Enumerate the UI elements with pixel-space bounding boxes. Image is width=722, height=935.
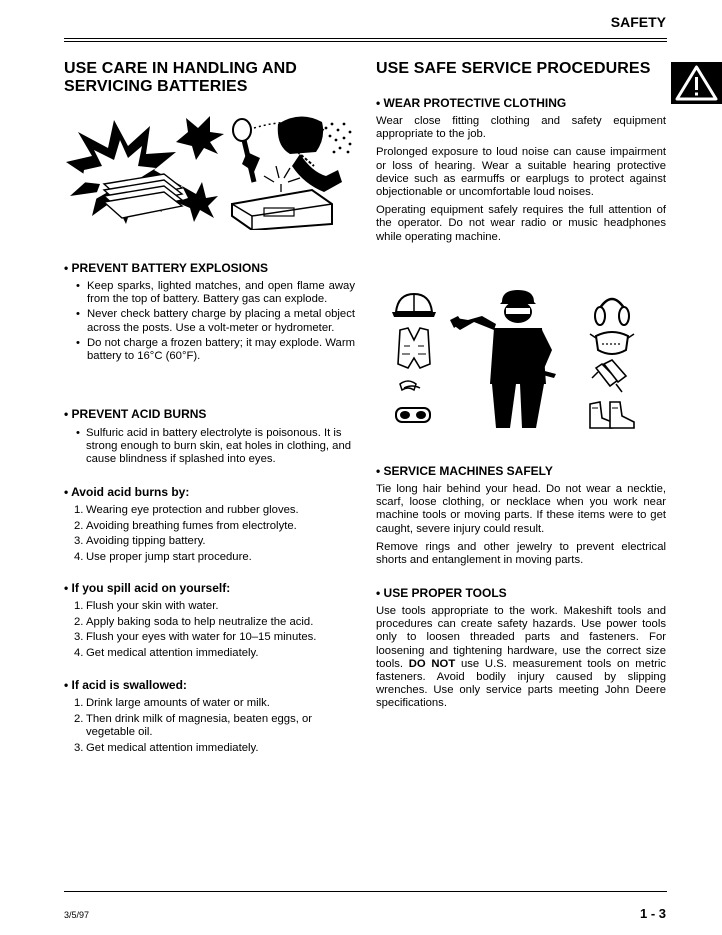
heading-service-machines: • SERVICE MACHINES SAFELY: [376, 464, 553, 478]
earmuffs-icon: [595, 299, 629, 325]
list-item: 2. Then drink milk of magnesia, beaten eggs, or vegetable oil.: [74, 712, 313, 738]
paragraph: Wear close fitting clothing and safety equipment appropriate to the job.: [376, 115, 666, 141]
section-header: SAFETY: [610, 14, 666, 30]
heading-prevent-explosions: • PREVENT BATTERY EXPLOSIONS: [64, 261, 269, 275]
paragraph: Tie long hair behind your head. Do not wear a necktie, scarf, loose clothing, or necklace when you work near machine tools or moving parts. If these items were to get caught, severe injury could result.: [376, 483, 666, 535]
list-item: 3. Get medical attention immediately.: [74, 741, 259, 754]
list-item: 1. Wearing eye protection and rubber gloves.: [74, 504, 299, 516]
list-item: 2. Apply baking soda to help neutralize the acid.: [74, 615, 314, 628]
heading-avoid-acid-burns: • Avoid acid burns by:: [64, 485, 190, 499]
earplugs-icon: [400, 381, 420, 390]
header-rule-thin: [64, 41, 667, 42]
warning-tab: [671, 62, 722, 104]
list-item: 3. Avoiding tipping battery.: [74, 535, 206, 548]
goggles-icon: [396, 408, 430, 422]
list-spill-acid: [74, 600, 355, 663]
list-item: • Keep sparks, lighted matches, and open flame away from the top of battery. Battery gas can explode.: [74, 280, 355, 306]
protective-clothing-text: [376, 115, 666, 249]
heading-prevent-acid-burns: • PREVENT ACID BURNS: [64, 407, 207, 421]
boots-icon: [590, 402, 634, 428]
list-item: 1. Drink large amounts of water or milk.: [74, 697, 270, 709]
header-rule: [64, 38, 667, 39]
hard-hat-icon: [392, 294, 436, 317]
list-item: • Never check battery charge by placing a metal object across the posts. Use a volt-meter or hydrometer.: [74, 308, 355, 334]
list-item: 4. Get medical attention immediately.: [74, 647, 259, 660]
heading-spill-acid: • If you spill acid on yourself:: [64, 581, 231, 595]
list-avoid-acid-burns: [74, 504, 355, 567]
page-number: 1 - 3: [639, 906, 666, 921]
list-item: 3. Flush your eyes with water for 10–15 minutes.: [74, 631, 317, 644]
list-item: • Do not charge a frozen battery; it may explode. Warm battery to 16°C (60°F).: [74, 337, 355, 363]
paragraph: Remove rings and other jewelry to prevent electrical shorts and entanglement in moving parts.: [376, 540, 666, 567]
service-machines-text: [376, 483, 666, 572]
list-prevent-acid-burns: [74, 427, 355, 469]
paragraph: Operating equipment safely requires the full attention of the operator. Do not wear radio or music headphones while operating machine.: [376, 204, 666, 243]
list-item: • Sulfuric acid in battery electrolyte is poisonous. It is strong enough to burn skin, eat holes in clothing, and cause blindness if splashed into eyes.: [74, 427, 355, 467]
warning-triangle-icon: [671, 62, 722, 104]
list-prevent-explosions: [74, 280, 355, 365]
protective-equipment-illustration: [390, 288, 640, 434]
list-item: 1. Flush your skin with water.: [74, 600, 219, 612]
list-acid-swallowed: [74, 697, 344, 757]
footer-rule: [64, 891, 667, 892]
do-not-emphasis: DO NOT: [408, 657, 456, 670]
list-item: 4. Use proper jump start procedure.: [74, 551, 252, 564]
gloves-icon: [592, 360, 626, 392]
left-title: USE CARE IN HANDLING AND SERVICING BATTERIES: [64, 60, 297, 95]
paragraph: Use tools appropriate to the work. Makeshift tools and procedures can create safety hazards. Use power tools only to loosen threaded parts and fasteners. For loosening and tightening hardware, use the correct size tools. DO NOT use U.S. measurement tools on metric fasteners. Avoid bodily injury caused by slipping wrenches. Use only service parts meeting John Deere specifications.: [376, 605, 667, 710]
proper-tools-text: [376, 605, 666, 716]
paragraph: Prolonged exposure to loud noise can cause impairment or loss of hearing. Wear a suitable hearing protective device such as earmuffs or earplugs to protect against objectionable or uncomfortable loud noises.: [376, 146, 666, 199]
footer-date: 3/5/97: [64, 910, 90, 920]
safety-vest-icon: [398, 328, 430, 368]
heading-protective-clothing: • WEAR PROTECTIVE CLOTHING: [376, 96, 567, 110]
list-item: 2. Avoiding breathing fumes from electrolyte.: [74, 519, 297, 532]
heading-proper-tools: • USE PROPER TOOLS: [376, 586, 507, 600]
worker-figure-icon: [450, 290, 556, 428]
battery-explosion-illustration: [64, 112, 356, 230]
respirator-icon: [590, 332, 634, 354]
heading-acid-swallowed: • If acid is swallowed:: [64, 678, 187, 692]
right-title: USE SAFE SERVICE PROCEDURES: [376, 60, 651, 77]
